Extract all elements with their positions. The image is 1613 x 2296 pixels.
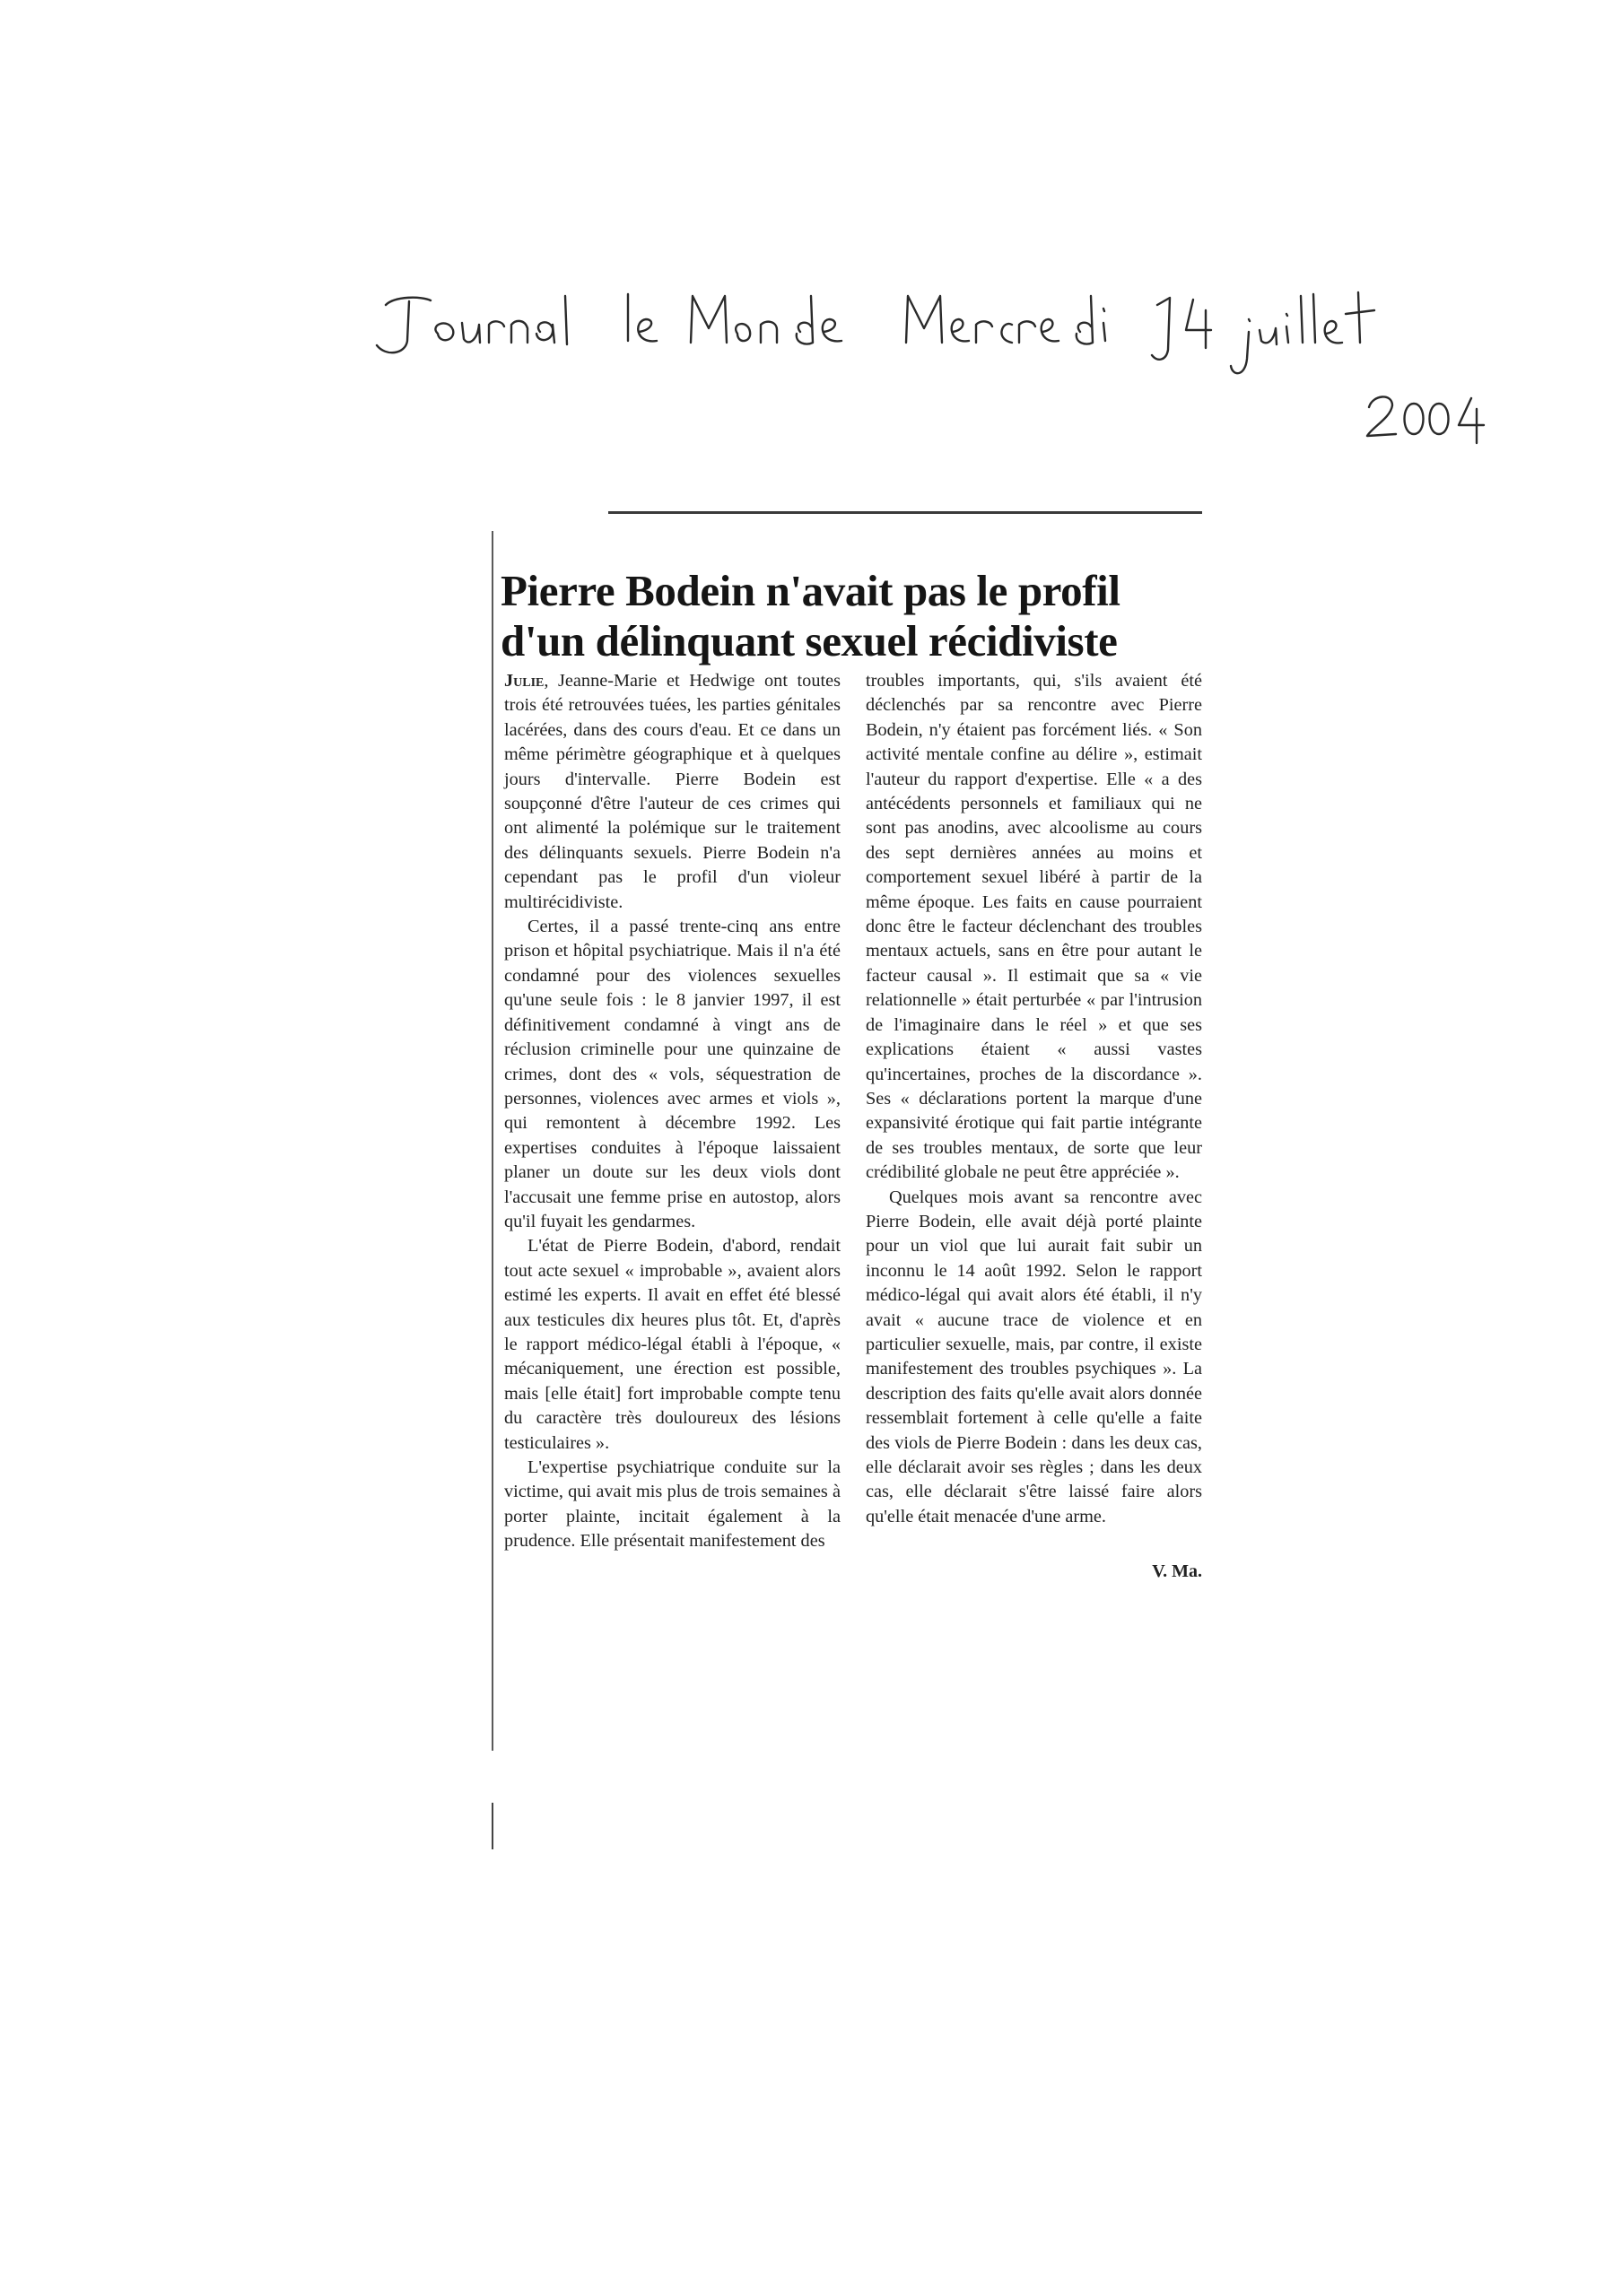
newspaper-clipping <box>492 511 1202 1762</box>
left-rule <box>492 531 493 1751</box>
handwritten-note-drawing <box>0 0 1613 466</box>
paragraph-1-text: , Jeanne-Marie et Hedwige ont toutes trois été retrouvées tuées, les parties génitales lacérées, dans des cours d'eau. Et ce dans un même périmètre géographique et à quelques jours d'intervalle. Pierre Bodein est soupçonné d'être l'auteur de ces crimes qui ont alimenté la polémique sur le traitement des délinquants sexuels. Pierre Bodein n'a cependant pas le profil d'un violeur multirécidiviste. <box>504 671 841 912</box>
paragraph-4: L'expertise psychiatrique conduite sur la victime, qui avait mis plus de trois semaines à porter plainte, incitait également à la prudence. Elle présentait manifestement des <box>504 1457 841 1552</box>
paragraph-2: Certes, il a passé trente-cinq ans entre prison et hôpital psychiatrique. Mais il n'a été condamné pour des violences sexuelles qu'une seule fois : le 8 janvier 1997, il est définitivement condamné à vingt ans de réclusion criminelle pour une quinzaine de crimes, dont des « vols, séquestration de personnes, violences avec armes et viols », qui remontent à décembre 1992. Les expertises conduites à l'époque laissaient planer un doute sur les deux viols dont l'accusait une femme prise en autostop, alors qu'il fuyait les gendarmes. <box>504 917 841 1231</box>
article-column-1 <box>504 669 841 1745</box>
lead-caps: Julie <box>504 671 545 691</box>
top-rule <box>608 511 1202 514</box>
margin-mark <box>492 1803 493 1849</box>
paragraph-1 <box>504 669 841 915</box>
article-body <box>504 669 1202 1745</box>
author-signature: V. Ma. <box>1152 1561 1202 1582</box>
article-column-2 <box>866 669 1202 1745</box>
paragraph-5: troubles importants, qui, s'ils avaient été déclenchés par sa rencontre avec Pierre Bodein, n'y étaient pas forcément liés. « Son activité mentale confine au délire », estimait l'auteur du rapport d'expertise. Elle « a des antécédents personnels et familiaux qui ne sont pas anodins, avec alcoolisme au cours des sept dernières années au moins et comportement sexuel libéré à partir de la même époque. Les faits en cause pourraient donc être le facteur déclenchant des troubles mentaux actuels, sans en être pour autant le facteur causal ». Il estimait que sa « vie relationnelle » était perturbée « par l'intrusion de l'imaginaire dans le réel » et que ses explications étaient « aussi vastes qu'incertaines, proches de la discordance ». Ses « déclarations portent la marque d'une expansivité érotique qui fait partie intégrante de ses troubles mentaux, de sorte que leur crédibilité globale ne peut être appréciée ». <box>866 671 1202 1183</box>
paragraph-6: Quelques mois avant sa rencontre avec Pierre Bodein, elle avait déjà porté plainte pour un viol que lui aurait fait subir un inconnu le 14 août 1992. Selon le rapport médico-légal qui avait alors été établi, il n'y avait « aucune trace de violence et en particulier sexuelle, mais, par contre, il existe manifestement des troubles psychiques ». La description des faits qu'elle avait alors donnée ressemblait fortement à celle qu'elle a faite des viols de Pierre Bodein : dans les deux cas, elle déclarait avoir ses règles ; dans les deux cas, elle déclarait s'être laissé faire alors qu'elle était menacée d'une arme. <box>866 1187 1202 1526</box>
handwritten-note <box>0 0 1613 466</box>
paragraph-3: L'état de Pierre Bodein, d'abord, rendait tout acte sexuel « improbable », avaient alors estimé les experts. Il avait en effet été blessé aux testicules dix heures plus tôt. Et, d'après le rapport médico-légal établi à l'époque, « mécaniquement, une érection est possible, mais [elle était] fort improbable compte tenu du caractère très douloureux des lésions testiculaires ». <box>504 1236 841 1453</box>
article-headline: Pierre Bodein n'avait pas le profil d'un délinquant sexuel récidiviste <box>501 565 1120 665</box>
